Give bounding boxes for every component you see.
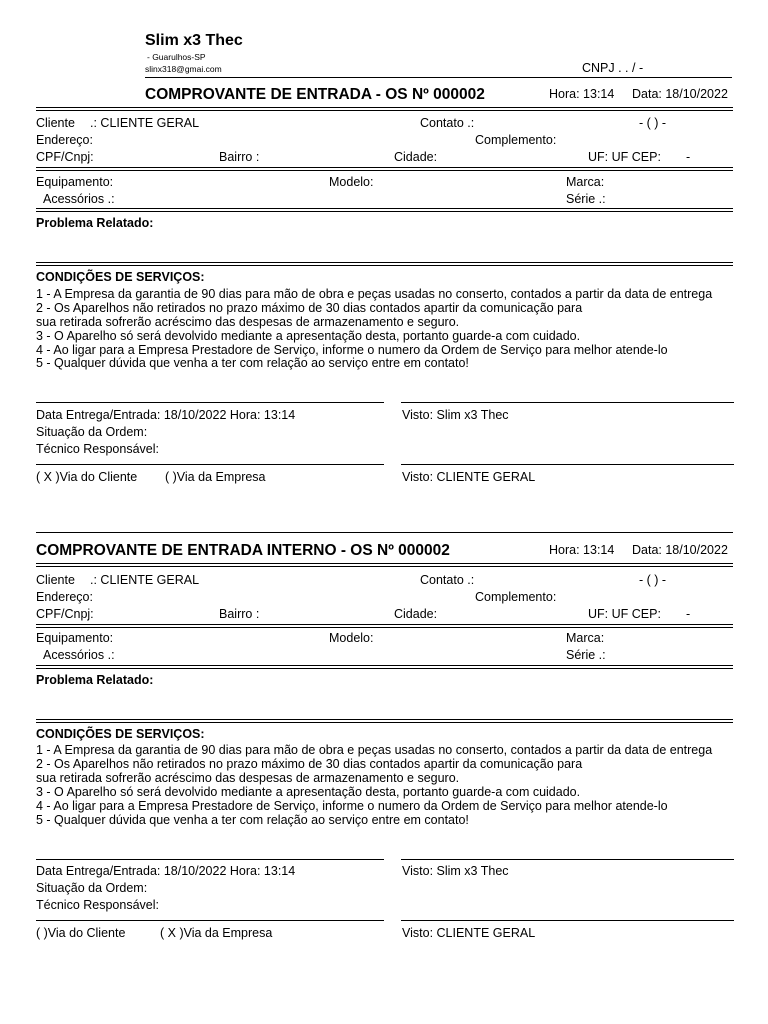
bairro-label: Bairro : (219, 607, 260, 621)
signature-line (401, 402, 734, 403)
condition-2b: sua retirada sofrerão acréscimo das despesas de armazenamento e seguro. (36, 771, 460, 785)
cliente-value: .: CLIENTE GERAL (90, 116, 200, 130)
endereco-label: Endereço: (36, 590, 93, 604)
visto-empresa: Visto: Slim x3 Thec (402, 408, 509, 422)
cliente-label: Cliente (36, 116, 75, 130)
signature-line (36, 402, 384, 403)
data: Data: 18/10/2022 (632, 87, 728, 101)
condition-5: 5 - Qualquer dúvida que venha a ter com relação ao serviço entre em contato! (36, 356, 469, 370)
divider (36, 110, 733, 111)
condicoes-title: CONDIÇÕES DE SERVIÇOS: (36, 727, 205, 741)
visto-cliente: Visto: CLIENTE GERAL (402, 470, 536, 484)
signature-line (401, 464, 734, 465)
complemento-label: Complemento: (475, 133, 557, 147)
endereco-label: Endereço: (36, 133, 93, 147)
via-empresa: ( X )Via da Empresa (160, 926, 273, 940)
hora: Hora: 13:14 (549, 87, 615, 101)
company-cnpj: CNPJ . . / - (582, 61, 644, 75)
via-empresa: ( )Via da Empresa (165, 470, 266, 484)
divider (36, 668, 733, 669)
signature-line (401, 920, 734, 921)
uf-cep-label: UF: UF CEP: (588, 607, 661, 621)
visto-empresa: Visto: Slim x3 Thec (402, 864, 509, 878)
complemento-label: Complemento: (475, 590, 557, 604)
phone-value: - ( ) - (639, 116, 667, 130)
divider (36, 262, 733, 263)
condition-3: 3 - O Aparelho só será devolvido mediante a apresentação desta, portanto guarde-a com cuidado. (36, 329, 581, 343)
data-entrega: Data Entrega/Entrada: 18/10/2022 Hora: 13:14 (36, 864, 296, 878)
divider (36, 719, 733, 720)
data: Data: 18/10/2022 (632, 543, 728, 557)
visto-cliente: Visto: CLIENTE GERAL (402, 926, 536, 940)
bairro-label: Bairro : (219, 150, 260, 164)
equipamento-label: Equipamento: (36, 631, 114, 645)
condition-2: 2 - Os Aparelhos não retirados no prazo máximo de 30 dias contados apartir da comunicação para (36, 757, 583, 771)
divider (36, 170, 733, 171)
divider (36, 665, 733, 666)
situacao-label: Situação da Ordem: (36, 425, 148, 439)
divider (36, 265, 733, 266)
signature-line (36, 859, 384, 860)
condition-4: 4 - Ao ligar para a Empresa Prestadore de Serviço, informe o numero da Ordem de Serviço para melhor atende-lo (36, 343, 668, 357)
condition-5: 5 - Qualquer dúvida que venha a ter com relação ao serviço entre em contato! (36, 813, 469, 827)
divider (36, 627, 733, 628)
serie-label: Série .: (566, 192, 606, 206)
condicoes-title: CONDIÇÕES DE SERVIÇOS: (36, 270, 205, 284)
company-city: - Guarulhos-SP (147, 52, 206, 62)
section-title: COMPROVANTE DE ENTRADA - OS Nº 000002 (145, 86, 485, 103)
serie-label: Série .: (566, 648, 606, 662)
cidade-label: Cidade: (394, 150, 438, 164)
divider (36, 624, 733, 625)
divider (36, 563, 733, 564)
problema-label: Problema Relatado: (36, 673, 154, 687)
marca-label: Marca: (566, 631, 605, 645)
hora: Hora: 13:14 (549, 543, 615, 557)
acessorios-label: Acessórios .: (43, 192, 115, 206)
marca-label: Marca: (566, 175, 605, 189)
header-divider (145, 77, 732, 78)
condition-1: 1 - A Empresa da garantia de 90 dias para mão de obra e peças usadas no conserto, contados a partir da data de entrega (36, 287, 713, 301)
company-name: Slim x3 Thec (145, 32, 243, 49)
cep-value: - (686, 150, 691, 164)
condition-2b: sua retirada sofrerão acréscimo das despesas de armazenamento e seguro. (36, 315, 460, 329)
cliente-value: .: CLIENTE GERAL (90, 573, 200, 587)
cep-value: - (686, 607, 691, 621)
section-title: COMPROVANTE DE ENTRADA INTERNO - OS Nº 000002 (36, 542, 450, 559)
condition-3: 3 - O Aparelho só será devolvido mediante a apresentação desta, portanto guarde-a com cuidado. (36, 785, 581, 799)
phone-value: - ( ) - (639, 573, 667, 587)
cliente-label: Cliente (36, 573, 75, 587)
cidade-label: Cidade: (394, 607, 438, 621)
divider (36, 211, 733, 212)
modelo-label: Modelo: (329, 175, 374, 189)
tecnico-label: Técnico Responsável: (36, 898, 159, 912)
equipamento-label: Equipamento: (36, 175, 114, 189)
via-cliente: ( )Via do Cliente (36, 926, 126, 940)
divider (36, 566, 733, 567)
company-email: slinx318@gmai.com (145, 64, 222, 74)
problema-label: Problema Relatado: (36, 216, 154, 230)
acessorios-label: Acessórios .: (43, 648, 115, 662)
divider (36, 722, 733, 723)
cpf-label: CPF/Cnpj: (36, 607, 94, 621)
situacao-label: Situação da Ordem: (36, 881, 148, 895)
contato-label: Contato .: (420, 116, 475, 130)
uf-cep-label: UF: UF CEP: (588, 150, 661, 164)
divider (36, 208, 733, 209)
signature-line (36, 464, 384, 465)
via-cliente: ( X )Via do Cliente (36, 470, 138, 484)
cpf-label: CPF/Cnpj: (36, 150, 94, 164)
divider (36, 167, 733, 168)
condition-4: 4 - Ao ligar para a Empresa Prestadore de Serviço, informe o numero da Ordem de Serviço para melhor atende-lo (36, 799, 668, 813)
signature-line (36, 920, 384, 921)
section-separator (36, 532, 733, 533)
tecnico-label: Técnico Responsável: (36, 442, 159, 456)
data-entrega: Data Entrega/Entrada: 18/10/2022 Hora: 13:14 (36, 408, 296, 422)
modelo-label: Modelo: (329, 631, 374, 645)
contato-label: Contato .: (420, 573, 475, 587)
condition-2: 2 - Os Aparelhos não retirados no prazo máximo de 30 dias contados apartir da comunicação para (36, 301, 583, 315)
divider (36, 107, 733, 108)
signature-line (401, 859, 734, 860)
condition-1: 1 - A Empresa da garantia de 90 dias para mão de obra e peças usadas no conserto, contados a partir da data de entrega (36, 743, 713, 757)
